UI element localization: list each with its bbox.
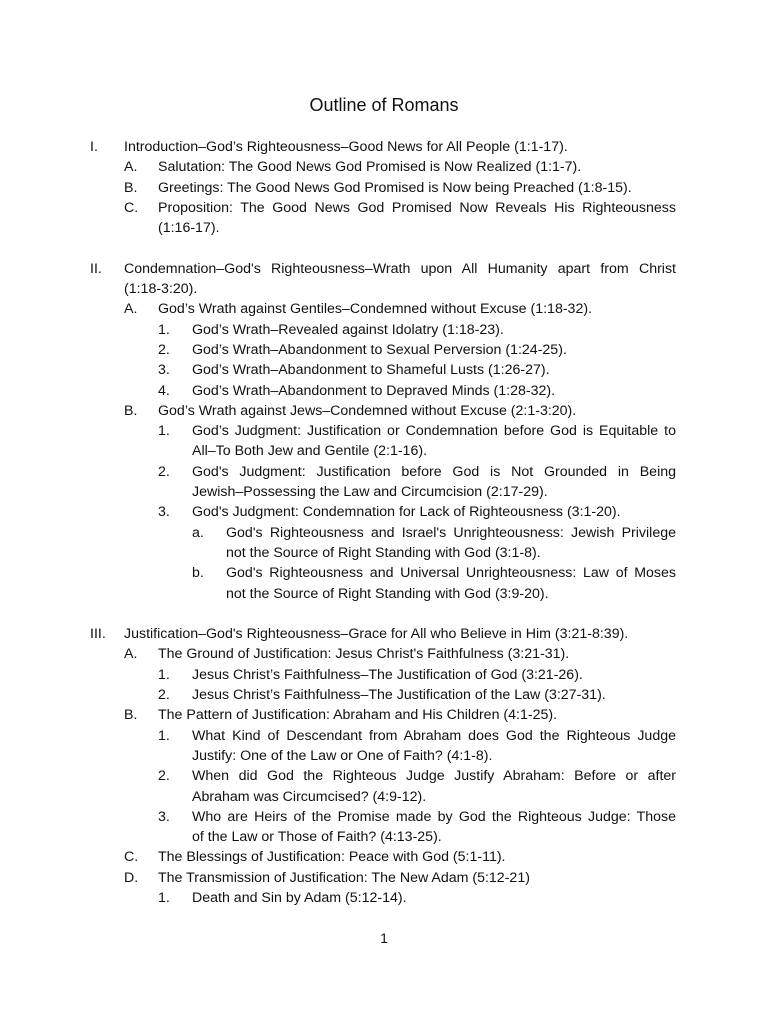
item-text: The Blessings of Justification: Peace with God (5:1-11). — [158, 849, 506, 866]
outline-item-iii-b-3-cont — [0, 827, 768, 847]
outline-item-iii-d — [0, 868, 768, 888]
item-text: Introduction–God’s Righteousness–Good News for All People (1:1-17). — [124, 139, 568, 155]
item-text: Abraham was Circumcised? (4:9-12). — [192, 788, 427, 805]
item-text: Jewish–Possessing the Law and Circumcision (2:17-29). — [192, 484, 548, 501]
item-marker: 2. — [158, 768, 170, 785]
item-text: The Pattern of Justification: Abraham and His Children (4:1-25). — [158, 707, 558, 724]
item-text: Who are Heirs of the Promise made by God the Righteous Judge: Those — [192, 808, 676, 825]
item-text: God’s Wrath–Abandonment to Shameful Lusts (1:26-27). — [192, 362, 550, 379]
item-marker: 2. — [158, 463, 170, 480]
section-gap — [0, 604, 768, 624]
item-marker: 2. — [158, 341, 170, 358]
item-marker: 4. — [158, 382, 170, 399]
item-marker: 1. — [158, 727, 170, 744]
item-marker: A. — [124, 301, 138, 318]
outline-item-ii-b-3-a — [0, 523, 768, 543]
item-text: God's Judgment: Justification before God is Not Grounded in Being — [192, 463, 676, 480]
item-text: Proposition: The Good News God Promised Now Reveals His Righteousness — [158, 199, 676, 216]
item-text: of the Law or Those of Faith? (4:13-25). — [192, 829, 442, 846]
item-text: God’s Wrath against Jews–Condemned without Excuse (2:1-3:20). — [158, 402, 577, 419]
outline-item-ii-b-3-b-cont — [0, 584, 768, 604]
item-marker: 3. — [158, 504, 170, 521]
item-text: What Kind of Descendant from Abraham does God the Righteous Judge — [192, 727, 676, 744]
item-text: Death and Sin by Adam (5:12-14). — [192, 889, 407, 906]
item-text: God’s Judgment: Justification or Condemnation before God is Equitable to — [192, 423, 676, 440]
outline-item-ii-a-3 — [0, 360, 768, 380]
outline-item-ii-b-2 — [0, 462, 768, 482]
outline-item-ii-b-3-a-cont — [0, 543, 768, 563]
item-text: Condemnation–God's Righteousness–Wrath upon All Humanity apart from Christ — [124, 260, 676, 277]
outline-item-i-c — [0, 198, 768, 218]
item-marker: B. — [124, 179, 138, 196]
item-text: God's Judgment: Condemnation for Lack of Righteousness (3:1-20). — [192, 504, 621, 521]
item-text: God's Righteousness and Universal Unrighteousness: Law of Moses — [226, 565, 676, 582]
outline-item-ii-a-1 — [0, 320, 768, 340]
item-text: (1:16-17). — [158, 220, 220, 237]
item-text: Justification–God's Righteousness–Grace for All who Believe in Him (3:21-8:39). — [124, 626, 629, 643]
outline-item-iii-a — [0, 644, 768, 664]
item-marker: II. — [90, 260, 102, 277]
item-text: The Ground of Justification: Jesus Christ's Faithfulness (3:21-31). — [158, 646, 570, 663]
item-text: Jesus Christ’s Faithfulness–The Justification of the Law (3:27-31). — [192, 687, 606, 704]
outline-item-iii-b-2 — [0, 766, 768, 786]
outline-item-iii-b-2-cont — [0, 787, 768, 807]
section-gap — [0, 238, 768, 258]
page-title: Outline of Romans — [309, 95, 459, 115]
outline-item-i-c-cont — [0, 218, 768, 238]
outline-item-iii-b-1-cont — [0, 746, 768, 766]
item-marker: 1. — [158, 321, 170, 338]
item-marker: B. — [124, 402, 138, 419]
item-text: When did God the Righteous Judge Justify Abraham: Before or after — [192, 768, 676, 785]
item-text: Greetings: The Good News God Promised is Now being Preached (1:8-15). — [158, 179, 632, 196]
item-text: God’s Wrath–Abandonment to Sexual Perversion (1:24-25). — [192, 341, 567, 358]
outline-item-ii-b — [0, 401, 768, 421]
item-text: Justify: One of the Law or One of Faith? (4:1-8). — [192, 747, 493, 764]
outline-item-ii-a-2 — [0, 340, 768, 360]
item-marker: I. — [90, 139, 98, 155]
outline-item-ii — [0, 259, 768, 279]
item-marker: 3. — [158, 362, 170, 379]
item-marker: III. — [90, 626, 106, 643]
item-marker: A. — [124, 646, 138, 663]
outline-item-iii-b — [0, 705, 768, 725]
outline-item-i-b — [0, 178, 768, 198]
outline-item-iii-b-1 — [0, 726, 768, 746]
item-marker: D. — [124, 869, 139, 886]
outline-item-ii-cont — [0, 279, 768, 299]
item-text: (1:18-3:20). — [124, 281, 198, 298]
item-text: Salutation: The Good News God Promised is Now Realized (1:1-7). — [158, 159, 582, 176]
item-marker: a. — [192, 524, 204, 541]
item-marker: 2. — [158, 687, 170, 704]
item-marker: C. — [124, 849, 139, 866]
outline-item-ii-b-1-cont — [0, 441, 768, 461]
outline-item-ii-b-2-cont — [0, 482, 768, 502]
outline-item-ii-b-1 — [0, 421, 768, 441]
outline-item-iii — [0, 624, 768, 644]
item-text: God’s Wrath–Revealed against Idolatry (1:18-23). — [192, 321, 504, 338]
outline — [0, 137, 768, 908]
page-number: 1 — [380, 930, 388, 946]
item-marker: 1. — [158, 423, 170, 440]
outline-item-iii-a-2 — [0, 685, 768, 705]
item-marker: B. — [124, 707, 138, 724]
outline-item-iii-c — [0, 847, 768, 867]
item-marker: b. — [192, 565, 204, 582]
item-marker: C. — [124, 199, 139, 216]
item-text: God’s Wrath–Abandonment to Depraved Minds (1:28-32). — [192, 382, 556, 399]
outline-item-i-a — [0, 157, 768, 177]
item-text: Jesus Christ’s Faithfulness–The Justification of God (3:21-26). — [192, 666, 583, 683]
item-text: God’s Wrath against Gentiles–Condemned without Excuse (1:18-32). — [158, 301, 593, 318]
outline-item-iii-a-1 — [0, 665, 768, 685]
outline-item-iii-d-1 — [0, 888, 768, 908]
item-text: not the Source of Right Standing with God (3:9-20). — [226, 585, 549, 602]
item-text: God's Righteousness and Israel's Unrighteousness: Jewish Privilege — [226, 524, 676, 541]
item-text: The Transmission of Justification: The New Adam (5:12-21) — [158, 869, 530, 886]
item-marker: 1. — [158, 889, 170, 906]
outline-item-i — [0, 137, 768, 157]
item-marker: A. — [124, 159, 138, 176]
item-text: All–To Both Jew and Gentile (2:1-16). — [192, 443, 428, 460]
outline-item-iii-b-3 — [0, 807, 768, 827]
outline-item-ii-b-3-b — [0, 563, 768, 583]
outline-item-ii-b-3 — [0, 502, 768, 522]
item-text: not the Source of Right Standing with God (3:1-8). — [226, 544, 541, 561]
outline-item-ii-a — [0, 299, 768, 319]
outline-item-ii-a-4 — [0, 381, 768, 401]
item-marker: 3. — [158, 808, 170, 825]
item-marker: 1. — [158, 666, 170, 683]
